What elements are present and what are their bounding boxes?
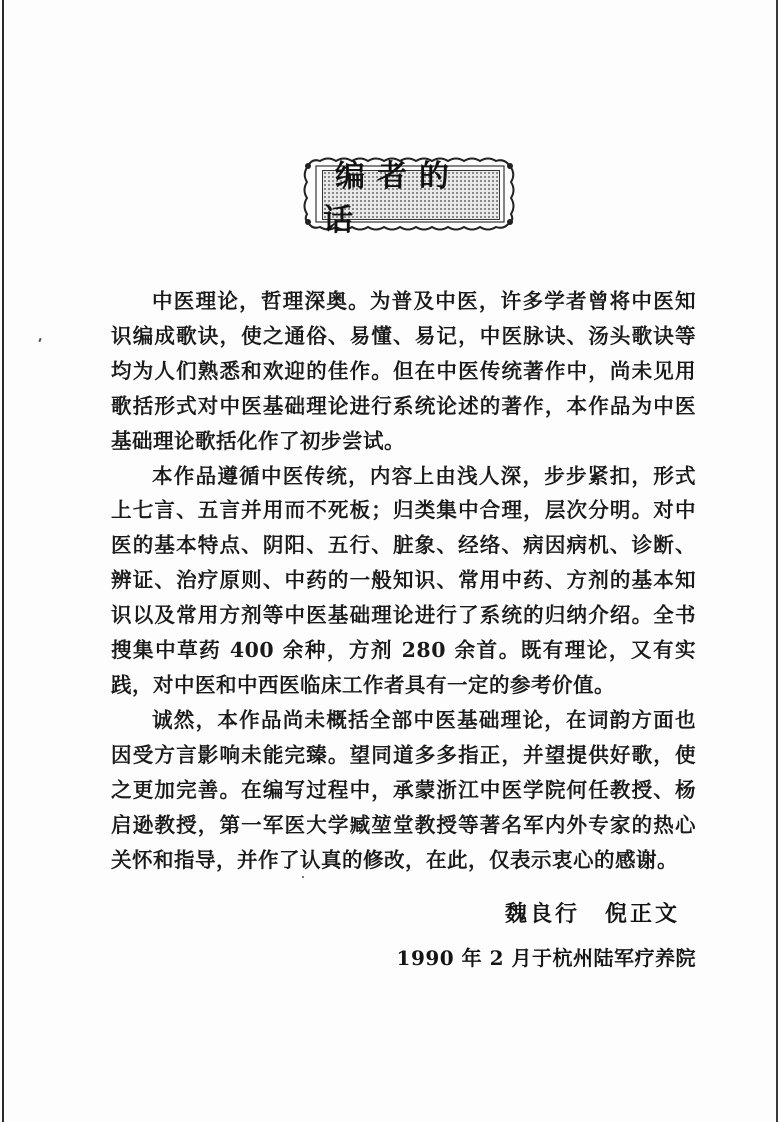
scan-speck	[38, 338, 41, 342]
paragraph-3: 诚然，本作品尚未概括全部中医基础理论，在词韵方面也因受方言影响未能完臻。望同道多多指正，并望提供好歌，使之更加完善。在编写过程中，承蒙浙江中医学院何任教授、杨启逊教授，第一军医大学臧堃堂教授等著名军内外专家的热心关怀和指导，并作了认真的修改，在此，仅表示衷心的感谢。	[111, 707, 696, 872]
page-title: 编者的话	[323, 159, 461, 238]
title-box	[322, 159, 500, 238]
body-text	[111, 284, 696, 877]
scan-edge-right	[776, 0, 778, 1122]
title-plaque	[298, 152, 522, 236]
date-place: 1990 年 2 月于杭州陆军疗养院	[396, 946, 696, 970]
scan-edge-left	[2, 0, 4, 1122]
paragraph-2: 本作品遵循中医传统，内容上由浅人深，步步紧扣，形式上七言、五言并用而不死板；归类集中合理，层次分明。对中医的基本特点、阴阳、五行、脏象、经络、病因病机、诊断、辨证、治疗原则、中药的一般知识、常用中药、方剂的基本知识以及常用方剂等中医基础理论进行了系统的归纳介绍。全书搜集中草药 400 余种，方剂 280 余首。既有理论，又有实践，对中医和中西医临床工作者具有一定的参考价值。	[111, 463, 696, 697]
author-names: 魏良行 倪正文	[504, 901, 680, 927]
paragraph-1: 中医理论，哲理深奥。为普及中医，许多学者曾将中医知识编成歌诀，使之通俗、易懂、易记，中医脉诀、汤头歌诀等均为人们熟悉和欢迎的佳作。但在中医传统著作中，尚未见用歌括形式对中医基础理论进行系统论述的著作，本作品为中医基础理论歌括化作了初步尝试。	[111, 289, 696, 453]
signature-block	[380, 896, 696, 976]
